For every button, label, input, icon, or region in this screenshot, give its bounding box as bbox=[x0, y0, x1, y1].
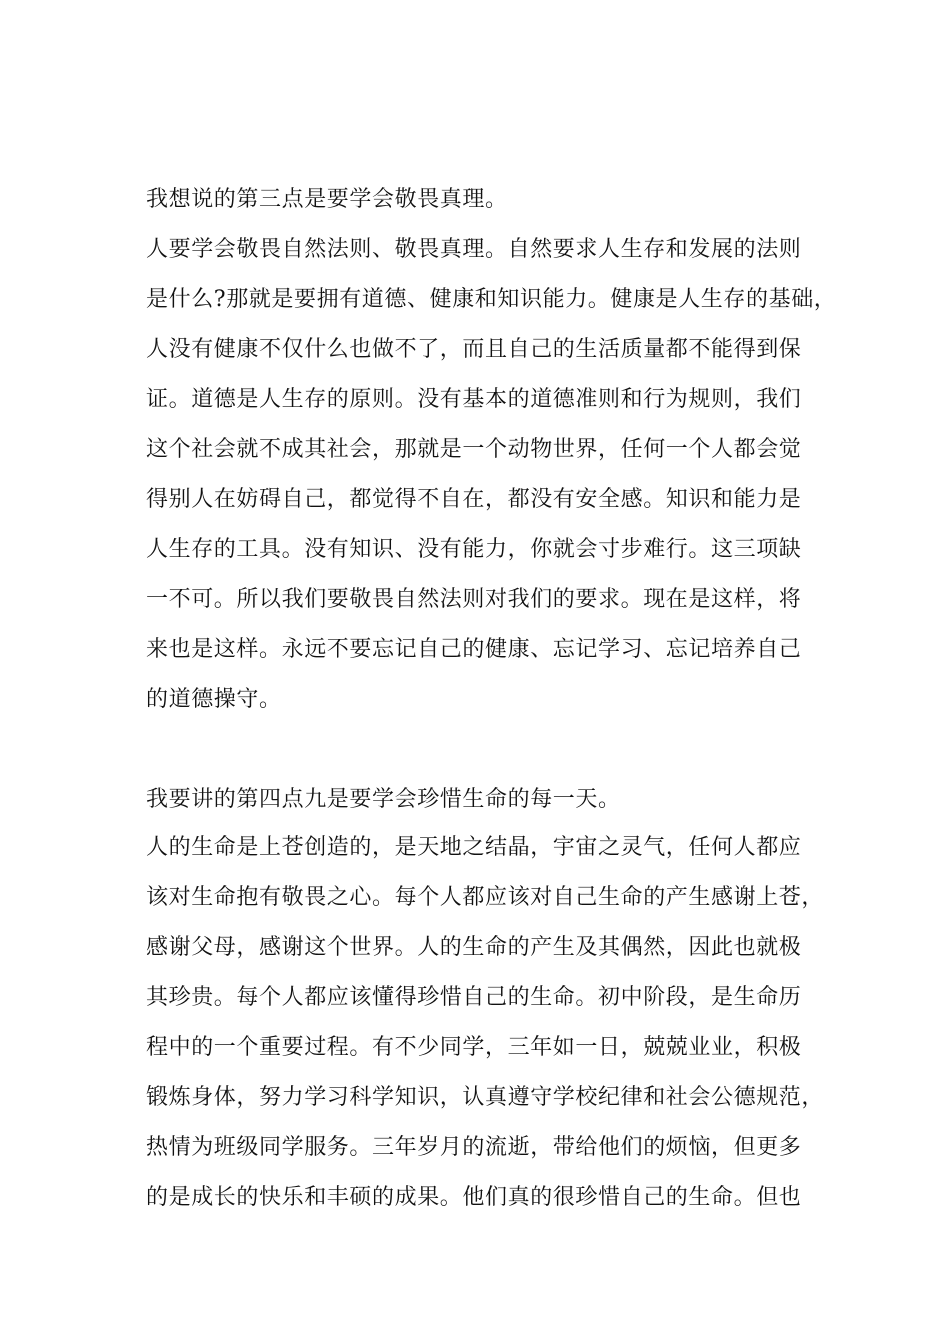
paragraph-line: 人生存的工具。没有知识、没有能力，你就会寸步难行。这三项缺 bbox=[146, 537, 802, 562]
paragraph-line: 的是成长的快乐和丰硕的成果。他们真的很珍惜自己的生命。但也 bbox=[146, 1185, 802, 1210]
paragraph-line: 其珍贵。每个人都应该懂得珍惜自己的生命。初中阶段，是生命历 bbox=[146, 985, 802, 1010]
section-4-heading: 我要讲的第四点九是要学会珍惜生命的每一天。 bbox=[146, 787, 621, 812]
paragraph-line: 感谢父母，感谢这个世界。人的生命的产生及其偶然，因此也就极 bbox=[146, 935, 802, 960]
section-3-heading: 我想说的第三点是要学会敬畏真理。 bbox=[146, 187, 508, 212]
paragraph-line: 程中的一个重要过程。有不少同学，三年如一日，兢兢业业，积极 bbox=[146, 1035, 802, 1060]
paragraph-line: 这个社会就不成其社会，那就是一个动物世界，任何一个人都会觉 bbox=[146, 437, 802, 462]
paragraph-line: 是什么?那就是要拥有道德、健康和知识能力。健康是人生存的基础， bbox=[146, 287, 837, 312]
paragraph-line: 证。道德是人生存的原则。没有基本的道德准则和行为规则，我们 bbox=[146, 387, 802, 412]
paragraph-line: 来也是这样。永远不要忘记自己的健康、忘记学习、忘记培养自己 bbox=[146, 637, 802, 662]
paragraph-line: 锻炼身体，努力学习科学知识，认真遵守学校纪律和社会公德规范， bbox=[146, 1085, 825, 1110]
paragraph-line: 一不可。所以我们要敬畏自然法则对我们的要求。现在是这样，将 bbox=[146, 587, 802, 612]
paragraph-line: 人没有健康不仅什么也做不了，而且自己的生活质量都不能得到保 bbox=[146, 337, 802, 362]
paragraph-line: 人的生命是上苍创造的，是天地之结晶，宇宙之灵气，任何人都应 bbox=[146, 835, 802, 860]
paragraph-line: 得别人在妨碍自己，都觉得不自在，都没有安全感。知识和能力是 bbox=[146, 487, 802, 512]
paragraph-line: 该对生命抱有敬畏之心。每个人都应该对自己生命的产生感谢上苍， bbox=[146, 885, 825, 910]
paragraph-line: 人要学会敬畏自然法则、敬畏真理。自然要求人生存和发展的法则 bbox=[146, 237, 802, 262]
paragraph-line: 的道德操守。 bbox=[146, 687, 282, 712]
paragraph-line: 热情为班级同学服务。三年岁月的流逝，带给他们的烦恼，但更多 bbox=[146, 1135, 802, 1160]
